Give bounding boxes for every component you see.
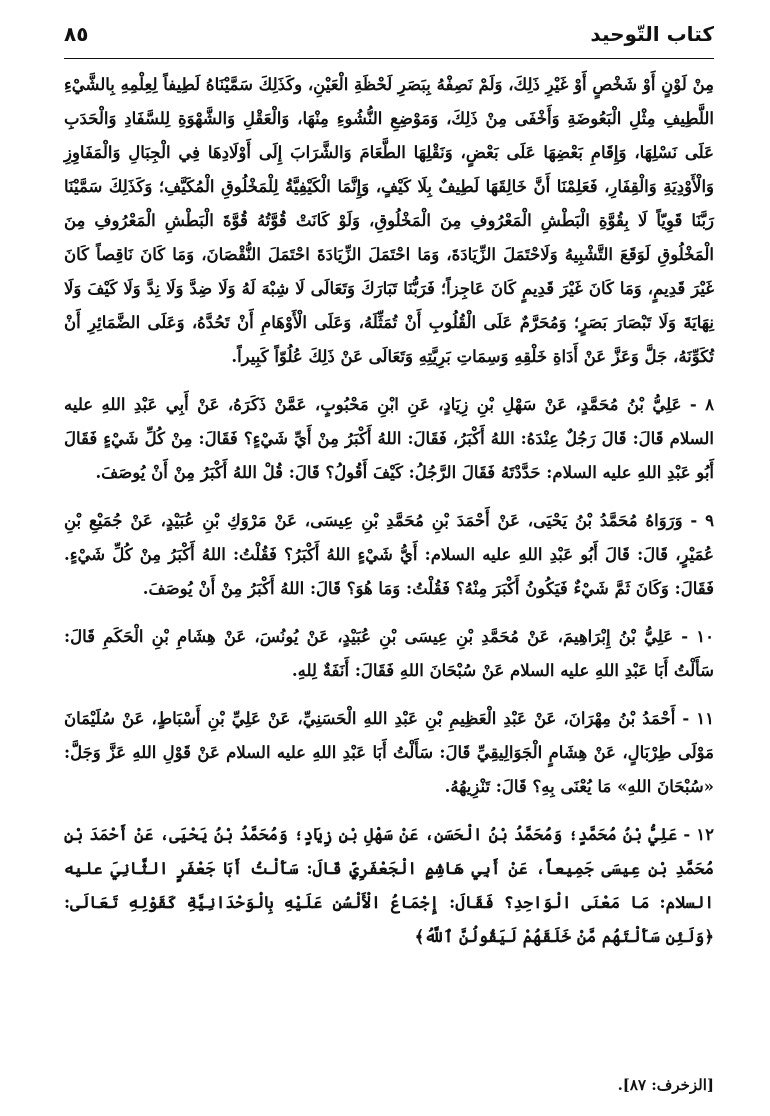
page-body [64, 68, 714, 1096]
hadith-8: ٨ - عَلِيُّ بْنُ مُحَمَّدٍ، عَنْ سَهْلِ بْنِ زِيَادٍ، عَنِ ابْنِ مَحْبُوبٍ، عَمَّنْ ذَكَرَهُ، عَنْ أَبِي عَبْدِ اللهِ عليه السلام قَالَ: قَالَ رَجُلٌ عِنْدَهُ: اللهُ أَكْبَرُ، فَقَالَ: اللهُ أَكْبَرُ مِنْ أَيِّ شَيْءٍ؟ فَقَالَ: مِنْ كُلِّ شَيْءٍ فَقَالَ أَبُو عَبْدِ اللهِ عليه السلام: حَدَّدْتَهُ فَقَالَ الرَّجُلُ: كَيْفَ أَقُولُ؟ قَالَ: قُلْ اللهُ أَكْبَرُ مِنْ أَنْ يُوصَفَ. [64, 395, 714, 482]
hadith-12: ١٢ - عَلِيُّ بْنُ مُحَمَّدٍ؛ وَمُحَمَّدُ بْنُ الْحَسَنِ، عَنْ سَهْلِ بْنِ زِيَادٍ؛ وَمُحَمَّدُ بْنُ يَحْيَى، عَنْ أَحْمَدَ بْنِ مُحَمَّدِ بْنِ عِيسَى جَمِيعاً، عَنْ أَبِي هَاشِمٍ الْجَعْفَرِيِّ قَالَ: سَأَلْتُ أَبَا جَعْفَرٍ الثَّانِيَ عليه السلام: مَا مَعْنَى الْوَاحِدِ؟ فَقَالَ: إِجْمَاعُ الْأَلْسُنِ عَلَيْهِ بِالْوَحْدَانِيَّةِ كَقَوْلِهِ تَعَالَى: ﴿وَلَئِن سَأَلْتَهُم مَّنْ خَلَقَهُمْ لَيَقُولُنَّ ٱللَّهُ﴾ [64, 825, 714, 946]
paragraph-intro: مِنْ لَوْنٍ أَوْ شَخْصٍ أَوْ غَيْرِ ذَلِكَ، وَلَمْ نَصِفْهُ بِبَصَرِ لَحْظَةِ الْعَيْنِ، وكَذَلِكَ سَمَّيْنَاهُ لَطِيفاً لِعِلْمِهِ بِالشَّيْءِ اللَّطِيفِ مِثْلِ الْبَعُوضَةِ وَأَخْفَى مِنْ ذَلِكَ، وَمَوْضِعِ النُّشُوءِ مِنْهَا، وَالْعَقْلِ وَالشَّهْوَةِ لِلسَّفَادِ وَالْحَدَبِ عَلَى نَسْلِهَا، وَإِقَامِ بَعْضِهَا عَلَى بَعْضٍ، وَنَقْلِهَا الطَّعَامَ وَالشَّرَابَ إِلَى أَوْلَادِهَا فِي الْجِبَالِ وَالْمَفَاوِزِ وَالْأَوْدِيَةِ وَالْقِفَارِ، فَعَلِمْنَا أَنَّ خَالِقَهَا لَطِيفٌ بِلَا كَيْفٍ، وَإِنَّمَا الْكَيْفِيَّةُ لِلْمَخْلُوقِ الْمُكَيَّفِ؛ وَكَذَلِكَ سَمَّيْنَا رَبَّنَا قَوِيّاً لَا بِقُوَّةِ الْبَطْشِ الْمَعْرُوفِ مِنَ الْمَخْلُوقِ، وَلَوْ كَانَتْ قُوَّتُهُ قُوَّةَ الْبَطْشِ الْمَعْرُوفِ مِنَ الْمَخْلُوقِ لَوَقَعَ التَّشْبِيهُ وَلَاحْتَمَلَ الزِّيَادَةَ، وَمَا احْتَمَلَ الزِّيَادَةَ احْتَمَلَ النُّقْصَانَ، وَمَا كَانَ نَاقِصاً كَانَ غَيْرَ قَدِيمٍ، وَمَا كَانَ غَيْرَ قَدِيمٍ كَانَ عَاجِزاً؛ فَرَبُّنَا تَبَارَكَ وَتَعَالَى لَا شِبْهَ لَهُ وَلَا ضِدَّ وَلَا نِدَّ وَلَا كَيْفَ وَلَا نِهَايَةَ وَلَا تَبْصَارَ بَصَرٍ؛ وَمُحَرَّمٌ عَلَى الْقُلُوبِ أَنْ تُمَثِّلَهُ، وَعَلَى الْأَوْهَامِ أَنْ تَحُدَّهُ، وَعَلَى الضَّمَائِرِ أَنْ تُكَوِّنَهُ، جَلَّ وَعَزَّ عَنْ أَدَاةِ خَلْقِهِ وَسِمَاتِ بَرِيَّتِهِ وَتَعَالَى عَنْ ذَلِكَ عُلُوّاً كَبِيراً. [64, 75, 714, 366]
page-number: ٨٥ [64, 22, 89, 46]
hadith-10: ١٠ - عَلِيُّ بْنُ إِبْرَاهِيمَ، عَنْ مُحَمَّدِ بْنِ عِيسَى بْنِ عُبَيْدٍ، عَنْ يُونُسَ، عَنْ هِشَامِ بْنِ الْحَكَمِ قَالَ: سَأَلْتُ أَبَا عَبْدِ اللهِ عليه السلام عَنْ سُبْحَانَ اللهِ فَقَالَ: أَنَفَةٌ لِلهِ. [64, 627, 714, 680]
quran-citation: [الزخرف: ٨٧]. [617, 1076, 714, 1094]
hadith-11: ١١ - أَحْمَدُ بْنُ مِهْرَانَ، عَنْ عَبْدِ الْعَظِيمِ بْنِ عَبْدِ اللهِ الْحَسَنِيِّ، عَنْ عَلِيِّ بْنِ أَسْبَاطٍ، عَنْ سُلَيْمَانَ مَوْلَى طِرْبَالٍ، عَنْ هِشَامٍ الْجَوَالِيقِيِّ قَالَ: سَأَلْتُ أَبَا عَبْدِ اللهِ عليه السلام عَنْ قَوْلِ اللهِ عَزَّ وَجَلَّ: «سُبْحَانَ اللهِ» مَا يُعْنَى بِهِ؟ قَالَ: تَنْزِيهُهُ. [64, 709, 714, 796]
page-header [64, 18, 714, 59]
book-title: كتاب التّوحيد [590, 22, 714, 46]
hadith-9: ٩ - وَرَوَاهُ مُحَمَّدُ بْنُ يَحْيَى، عَنْ أَحْمَدَ بْنِ مُحَمَّدِ بْنِ عِيسَى، عَنْ مَرْوَكِ بْنِ عُبَيْدٍ، عَنْ جُمَيْعِ بْنِ عُمَيْرٍ، قَالَ: قَالَ أَبُو عَبْدِ اللهِ عليه السلام: أَيُّ شَيْءٍ اللهُ أَكْبَرُ؟ فَقُلْتُ: اللهُ أَكْبَرُ مِنْ كُلِّ شَيْءٍ. فَقَالَ: وَكَانَ ثَمَّ شَيْءٌ فَيَكُونُ أَكْبَرَ مِنْهُ؟ فَقُلْتُ: وَمَا هُوَ؟ قَالَ: اللهُ أَكْبَرُ مِنْ أَنْ يُوصَفَ. [64, 511, 714, 598]
